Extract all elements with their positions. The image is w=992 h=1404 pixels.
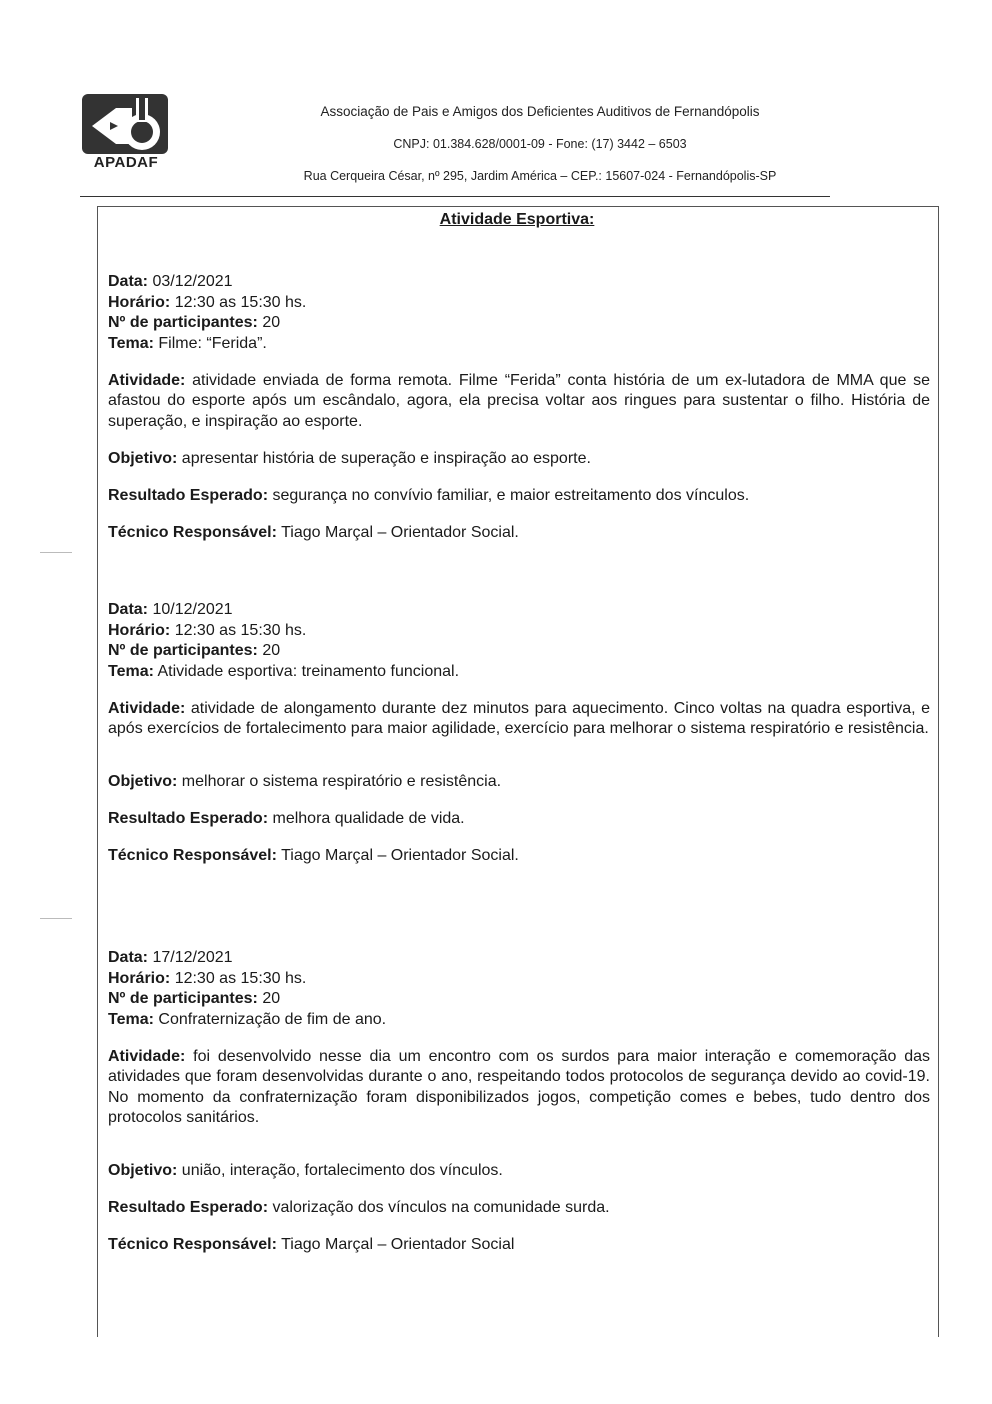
field-label: Resultado Esperado:: [108, 810, 269, 827]
field-value: 12:30 as 15:30 hs.: [174, 969, 307, 987]
field-value: Tiago Marçal – Orientador Social.: [281, 523, 519, 541]
field-label: Resultado Esperado:: [108, 486, 269, 504]
expected-result-line: [108, 1198, 930, 1219]
field-label: Nº de participantes:: [108, 314, 258, 331]
time-line: [108, 293, 930, 314]
date-line: [108, 272, 930, 293]
objective-line: [108, 772, 930, 793]
activity-entry-2: [108, 600, 930, 867]
field-value: 20: [262, 314, 281, 331]
theme-line: [108, 334, 930, 355]
field-value: segurança no convívio familiar, e maior estreitamento dos vínculos.: [272, 486, 750, 504]
field-label: Atividade:: [108, 699, 186, 717]
field-label: Horário:: [108, 621, 171, 639]
technician-line: [108, 1235, 930, 1256]
theme-line: [108, 1010, 930, 1031]
field-value: 12:30 as 15:30 hs.: [174, 621, 307, 639]
date-line: [108, 600, 930, 621]
field-label: Atividade:: [108, 1047, 186, 1065]
field-value: Filme: “Ferida”.: [158, 334, 267, 352]
field-label: Horário:: [108, 293, 171, 311]
org-contact: CNPJ: 01.384.628/0001-09 - Fone: (17) 3442 – 6503: [393, 137, 687, 151]
field-label: Horário:: [108, 969, 171, 987]
field-value: Tiago Marçal – Orientador Social: [281, 1236, 515, 1253]
field-label: Nº de participantes:: [108, 642, 258, 659]
field-label: Tema:: [108, 334, 154, 352]
participants-line: [108, 641, 930, 662]
participants-line: [108, 989, 930, 1010]
field-label: Objetivo:: [108, 773, 178, 790]
date-line: [108, 948, 930, 969]
activity-text: [108, 371, 930, 433]
technician-line: [108, 846, 930, 867]
field-value: valorização dos vínculos na comunidade surda.: [272, 1199, 610, 1216]
theme-line: [108, 662, 930, 683]
field-value: 12:30 as 15:30 hs.: [174, 293, 307, 311]
activity-text: [108, 699, 930, 740]
field-label: Técnico Responsável:: [108, 847, 277, 864]
field-value: união, interação, fortalecimento dos vínculos.: [181, 1162, 503, 1179]
header-rule: [80, 196, 830, 197]
activity-entry-3: [108, 948, 930, 1256]
field-value: 17/12/2021: [152, 949, 233, 966]
objective-line: [108, 449, 930, 470]
field-value: 03/12/2021: [152, 273, 233, 290]
time-line: [108, 969, 930, 990]
field-value: foi desenvolvido nesse dia um encontro com os surdos para maior interação e comemoração das atividades que foram desenvolvidas durante o ano, respeitando todos protocolos de segurança devido ao covid-19. No momento da confraternização foram disponibilizados jogos, competição comes e bebes, tudo dentro dos protocolos sanitários.: [108, 1047, 931, 1126]
field-label: Data:: [108, 273, 149, 290]
time-line: [108, 621, 930, 642]
field-value: Atividade esportiva: treinamento funcional.: [157, 662, 460, 680]
field-label: Nº de participantes:: [108, 990, 258, 1007]
field-value: 10/12/2021: [152, 601, 233, 618]
objective-line: [108, 1161, 930, 1182]
field-label: Tema:: [108, 1010, 154, 1028]
field-label: Objetivo:: [108, 449, 178, 467]
field-label: Técnico Responsável:: [108, 1236, 277, 1253]
field-value: Confraternização de fim de ano.: [158, 1010, 387, 1028]
expected-result-line: [108, 809, 930, 830]
org-name: Associação de Pais e Amigos dos Deficientes Auditivos de Fernandópolis: [320, 104, 760, 119]
org-address: Rua Cerqueira César, nº 295, Jardim América – CEP.: 15607-024 - Fernandópolis-SP: [303, 169, 777, 183]
scan-mark: [40, 918, 72, 919]
field-label: Resultado Esperado:: [108, 1199, 269, 1216]
field-label: Tema:: [108, 662, 154, 680]
field-value: 20: [262, 990, 281, 1007]
expected-result-line: [108, 486, 930, 507]
scan-mark: [40, 552, 72, 553]
field-value: apresentar história de superação e inspiração ao esporte.: [181, 449, 591, 467]
field-label: Objetivo:: [108, 1162, 178, 1179]
field-value: atividade de alongamento durante dez minutos para aquecimento. Cinco voltas na quadra esportiva, e após exercícios de fortalecimento para maior agilidade, exercício para melhorar o sistema respiratório e resistência.: [108, 699, 931, 737]
logo-text: APADAF: [93, 154, 159, 171]
field-value: 20: [262, 642, 281, 659]
technician-line: [108, 523, 930, 544]
activity-text: [108, 1047, 930, 1129]
participants-line: [108, 313, 930, 334]
field-value: melhora qualidade de vida.: [272, 810, 465, 827]
field-value: atividade enviada de forma remota. Filme “Ferida” conta história de um ex-lutadora de MMA que se afastou do esporte após um escândalo, agora, ela precisa voltar aos ringues para sustentar o filho. História de superação, e inspiração ao esporte.: [108, 371, 930, 430]
field-value: melhorar o sistema respiratório e resistência.: [181, 773, 502, 790]
document-title: Atividade Esportiva:: [439, 211, 595, 228]
field-label: Data:: [108, 949, 149, 966]
activity-entry-1: [108, 272, 930, 543]
field-label: Técnico Responsável:: [108, 523, 277, 541]
field-label: Data:: [108, 601, 149, 618]
field-value: Tiago Marçal – Orientador Social.: [281, 847, 519, 864]
field-label: Atividade:: [108, 371, 186, 389]
